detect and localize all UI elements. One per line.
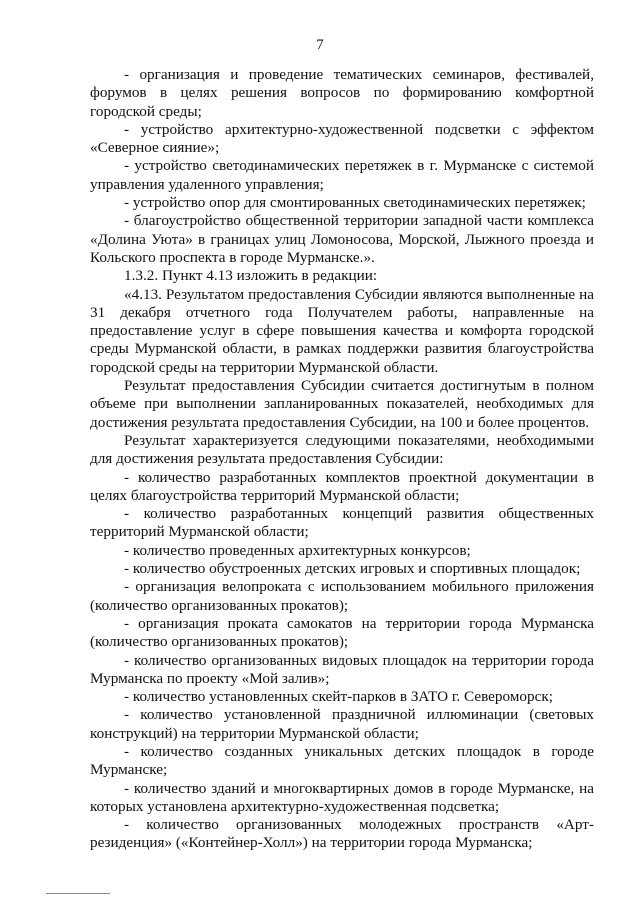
paragraph: - устройство опор для смонтированных светодинамических перетяжек; — [124, 194, 586, 212]
paragraph: - количество зданий и многоквартирных домов в городе Мурманске, на которых установлена архитектурно-художественная подсветка; — [90, 779, 594, 815]
footer-rule — [46, 893, 110, 894]
paragraph: - количество установленных скейт-парков в ЗАТО г. Североморск; — [124, 688, 553, 706]
paragraph: Результат предоставления Субсидии считается достигнутым в полном объеме при выполнении запланированных показателей, необходимых для достижения результата предоставления Субсидии, на 100 и более процентов. — [90, 377, 594, 431]
paragraph: - количество созданных уникальных детских площадок в городе Мурманске; — [90, 742, 594, 779]
document-body — [90, 66, 594, 853]
paragraph: Результат характеризуется следующими показателями, необходимыми для достижения результата предоставления Субсидии: — [90, 431, 594, 468]
paragraph: - количество организованных молодежных пространств «Арт-резиденция» («Контейнер-Холл») на территории города Мурманска; — [90, 816, 594, 852]
paragraph: - устройство архитектурно-художественной подсветки с эффектом «Северное сияние»; — [90, 120, 594, 157]
page-number: 7 — [316, 37, 324, 53]
paragraph: - количество организованных видовых площадок на территории города Мурманска по проекту «Мой залив»; — [90, 651, 594, 687]
paragraph: - организация проката самокатов на территории города Мурманска (количество организованных прокатов); — [90, 614, 594, 651]
paragraph: - организация велопроката с использованием мобильного приложения (количество организованных прокатов); — [90, 578, 594, 614]
paragraph: - количество установленной праздничной иллюминации (световых конструкций) на территории Мурманской области; — [90, 706, 594, 742]
paragraph: «4.13. Результатом предоставления Субсидии являются выполненные на 31 декабря отчетного года Получателем работы, направленные на предоставление услуг в сфере повышения качества и комфорта городской среды Мурманской области, в рамках поддержки развития благоустройства городской среды на территории Мурманской области. — [90, 285, 594, 376]
paragraph: - количество проведенных архитектурных конкурсов; — [124, 541, 471, 559]
paragraph: - устройство светодинамических перетяжек в г. Мурманске с системой управления удаленного управления; — [90, 157, 594, 193]
paragraph: - благоустройство общественной территории западной части комплекса «Долина Уюта» в границах улиц Ломоносова, Морской, Лыжного проезда и Кольского проспекта в городе Мурманске.». — [90, 212, 594, 266]
paragraph: - количество обустроенных детских игровых и спортивных площадок; — [124, 560, 581, 578]
paragraph: - количество разработанных комплектов проектной документации в целях благоустройства территорий Мурманской области; — [90, 468, 594, 504]
paragraph: - количество разработанных концепций развития общественных территорий Мурманской области; — [90, 505, 594, 541]
paragraph: 1.3.2. Пункт 4.13 изложить в редакции: — [124, 267, 378, 285]
paragraph: - организация и проведение тематических семинаров, фестивалей, форумов в целях решения вопросов по формированию комфортной городской среды; — [90, 66, 594, 120]
